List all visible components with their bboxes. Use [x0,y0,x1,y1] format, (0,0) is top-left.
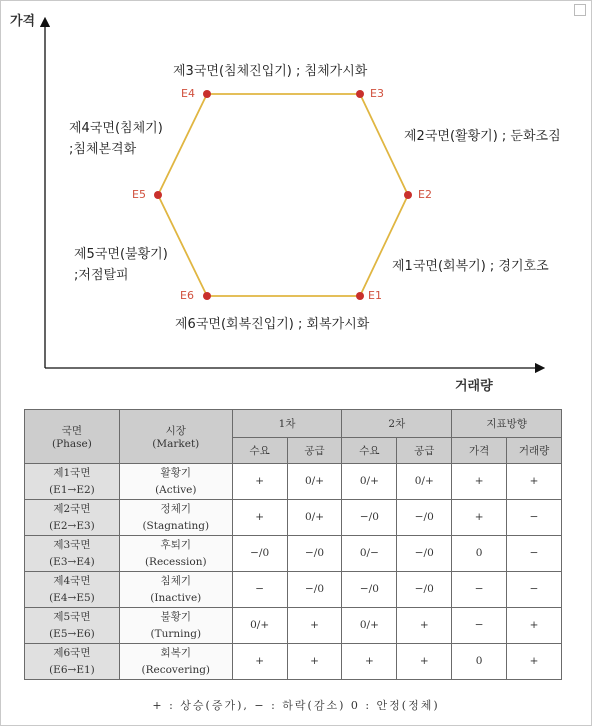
market-name: 후퇴기 [160,538,191,551]
value-cell: − [507,536,562,572]
x-axis-label: 거래량 [455,379,493,394]
phase-cell [25,500,120,536]
value-cell: −/0 [232,536,287,572]
vertex-e6 [203,292,211,300]
header-second: 2차 [342,410,452,438]
table-legend: + : 상승(증가), − : 하락(감소) 0 : 안정(정체) [152,699,440,712]
market-cell [119,608,232,644]
subheader-supply-2: 공급 [397,438,452,464]
market-english: (Active) [155,483,197,496]
point-label-e5: E5 [132,188,146,201]
value-cell: −/0 [397,500,452,536]
value-cell: 0/− [342,536,397,572]
phase-1-label: 제1국면(회복기) ; 경기호조 [392,259,549,274]
value-cell: + [232,644,287,680]
value-cell: + [342,644,397,680]
table-body [25,464,562,680]
value-cell: −/0 [342,572,397,608]
phase-cell [25,572,120,608]
value-cell: + [232,464,287,500]
market-cell [119,572,232,608]
phase-5-label [74,244,168,286]
value-cell: + [287,608,342,644]
phase-range: (E6→E1) [49,663,95,676]
header-market: 시장 (Market) [119,410,232,464]
market-english: (Inactive) [150,591,202,604]
phase-cell [25,536,120,572]
value-cell: 0/+ [342,608,397,644]
point-label-e2: E2 [418,188,432,201]
value-cell: −/0 [287,536,342,572]
value-cell: + [452,500,507,536]
value-cell: 0/+ [232,608,287,644]
phase-name: 제2국면 [53,502,91,515]
phase-name: 제3국면 [53,538,91,551]
phase-5-line2: ;저점탈피 [74,268,129,283]
phase-6-label: 제6국면(회복진입기) ; 회복가시화 [175,317,370,332]
market-name: 회복기 [160,646,191,659]
table-row [25,464,562,500]
value-cell: + [287,644,342,680]
table-row [25,536,562,572]
phase-cell [25,464,120,500]
value-cell: − [507,572,562,608]
phase-5-line1: 제5국면(불황기) [74,247,168,262]
vertex-e4 [203,90,211,98]
phase-name: 제1국면 [53,466,91,479]
header-phase: 국면 (Phase) [25,410,120,464]
subheader-volume: 거래량 [507,438,562,464]
value-cell: 0/+ [287,500,342,536]
value-cell: 0/+ [397,464,452,500]
point-label-e6: E6 [180,289,194,302]
subheader-price: 가격 [452,438,507,464]
value-cell: −/0 [397,572,452,608]
market-name: 정체기 [160,502,191,515]
phase-4-line2: ;침체본격화 [69,142,137,157]
phase-4-line1: 제4국면(침체기) [69,121,163,136]
market-name: 침체기 [160,574,191,587]
phase-range: (E5→E6) [49,627,95,640]
point-label-e4: E4 [181,87,195,100]
value-cell: − [452,572,507,608]
subheader-supply-1: 공급 [287,438,342,464]
phase-4-label [69,118,163,160]
vertex-e5 [154,191,162,199]
table-row [25,500,562,536]
table-row [25,572,562,608]
market-cell [119,536,232,572]
market-english: (Turning) [150,627,202,640]
market-english: (Recession) [144,555,207,568]
value-cell: − [232,572,287,608]
header-first: 1차 [232,410,342,438]
market-name: 불황기 [160,610,191,623]
header-indicator: 지표방향 [452,410,562,438]
market-english: (Stagnating) [142,519,210,532]
phase-range: (E4→E5) [49,591,95,604]
phase-table [24,409,562,680]
value-cell: + [397,644,452,680]
subheader-demand-1: 수요 [232,438,287,464]
value-cell: −/0 [342,500,397,536]
value-cell: + [232,500,287,536]
value-cell: 0 [452,536,507,572]
phase-name: 제5국면 [53,610,91,623]
value-cell: − [452,608,507,644]
point-label-e3: E3 [370,87,384,100]
value-cell: −/0 [397,536,452,572]
phase-3-label: 제3국면(침체진입기) ; 침체가시화 [173,64,368,79]
value-cell: −/0 [287,572,342,608]
value-cell: + [507,644,562,680]
phase-name: 제4국면 [53,574,91,587]
phase-cell [25,644,120,680]
vertex-e2 [404,191,412,199]
market-name: 활황기 [160,466,191,479]
subheader-demand-2: 수요 [342,438,397,464]
y-axis-label: 가격 [10,14,36,29]
cycle-hexagon [158,94,408,296]
vertex-e1 [356,292,364,300]
market-cell [119,464,232,500]
phase-cell [25,608,120,644]
phase-2-label: 제2국면(활황기) ; 둔화조짐 [404,129,561,144]
value-cell: + [452,464,507,500]
value-cell: − [507,500,562,536]
market-cell [119,500,232,536]
market-english: (Recovering) [141,663,211,676]
phase-range: (E2→E3) [49,519,95,532]
value-cell: + [507,608,562,644]
table-row [25,608,562,644]
value-cell: + [507,464,562,500]
value-cell: 0 [452,644,507,680]
phase-range: (E3→E4) [49,555,95,568]
value-cell: + [397,608,452,644]
value-cell: 0/+ [342,464,397,500]
table-row [25,644,562,680]
market-cell [119,644,232,680]
phase-range: (E1→E2) [49,483,95,496]
phase-name: 제6국면 [53,646,91,659]
value-cell: 0/+ [287,464,342,500]
vertex-e3 [356,90,364,98]
point-label-e1: E1 [368,289,382,302]
